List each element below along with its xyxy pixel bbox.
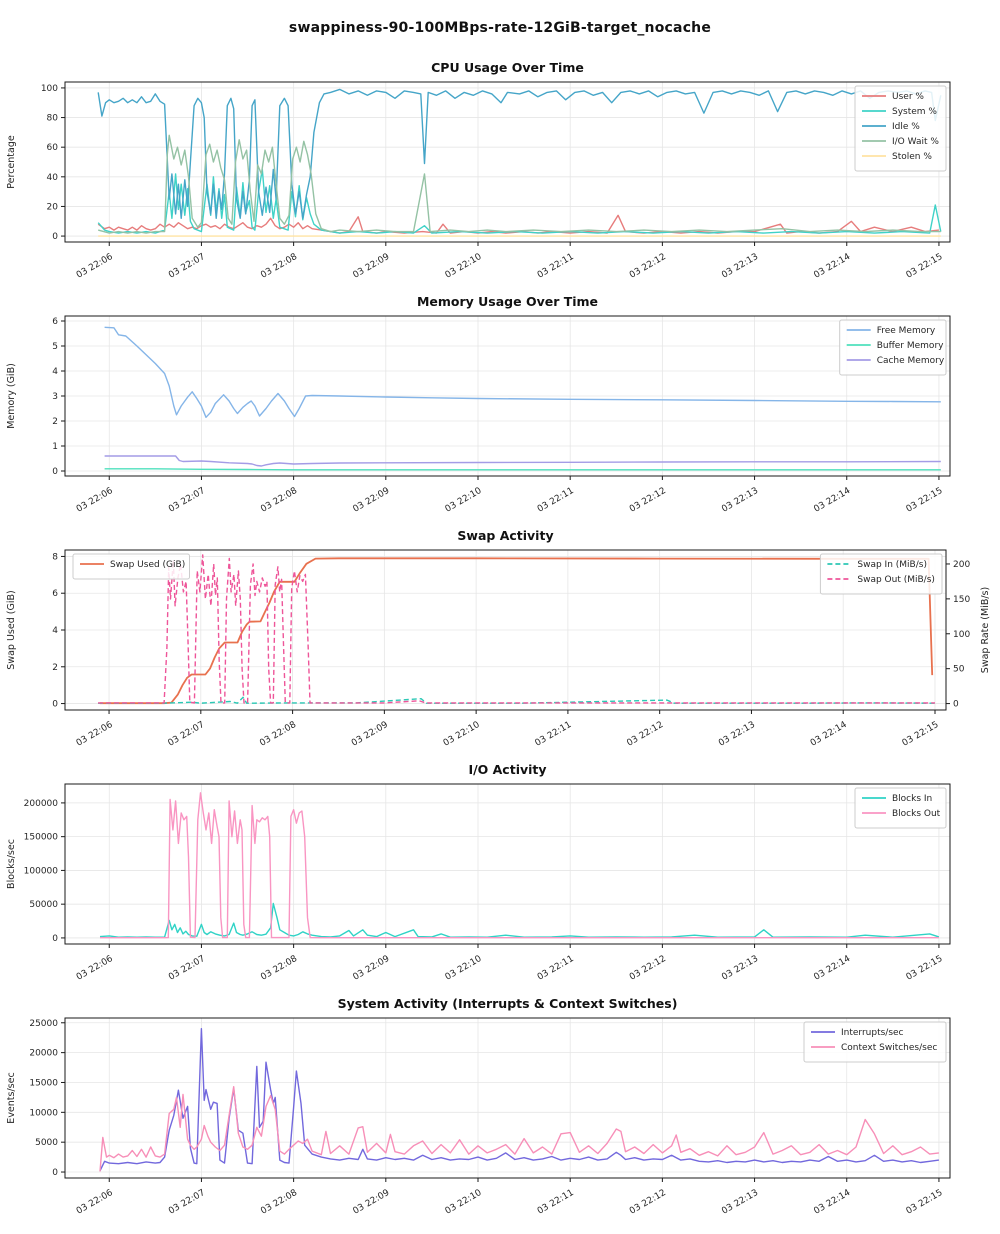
y-axis-tick-label: 4 <box>52 367 58 377</box>
x-axis-tick-label: 03 22:12 <box>625 719 666 749</box>
series-line-swap-out-mib-s <box>98 555 935 703</box>
y-axis-label: Blocks/sec <box>6 839 17 889</box>
x-axis-tick-label: 03 22:13 <box>720 485 761 515</box>
right-y-axis-tick-label: 150 <box>953 594 971 605</box>
series-line-swap-used-gib <box>100 558 932 703</box>
x-axis-tick-label: 03 22:07 <box>167 1187 207 1217</box>
x-axis-tick-label: 03 22:06 <box>74 485 115 515</box>
legend-label: Context Switches/sec <box>841 1043 938 1053</box>
legend-label: Blocks Out <box>892 809 941 819</box>
x-axis-tick-label: 03 22:14 <box>808 719 849 749</box>
chart-title: CPU Usage Over Time <box>431 60 584 75</box>
x-axis-tick-label: 03 22:06 <box>74 719 115 749</box>
x-axis-tick-label: 03 22:13 <box>720 953 761 983</box>
series-line-cache-memory <box>105 456 941 466</box>
y-axis-tick-label: 0 <box>52 933 58 944</box>
y-axis-tick-label: 2 <box>52 662 58 673</box>
y-axis-tick-label: 5000 <box>35 1138 58 1149</box>
legend-label: Swap Out (MiB/s) <box>857 575 935 585</box>
x-axis-tick-label: 03 22:13 <box>720 251 761 281</box>
y-axis-tick-label: 5 <box>52 342 58 352</box>
series-line-free-memory <box>105 327 941 417</box>
legend-label: Cache Memory <box>876 356 945 366</box>
legend-label: Swap Used (GiB) <box>110 560 186 570</box>
x-axis-tick-label: 03 22:09 <box>351 485 392 515</box>
x-axis-tick-label: 03 22:14 <box>812 1187 853 1217</box>
y-axis-tick-label: 0 <box>52 1168 58 1179</box>
legend-label: Interrupts/sec <box>841 1028 904 1038</box>
x-axis-tick-label: 03 22:11 <box>535 1187 576 1217</box>
chart-title: Memory Usage Over Time <box>416 294 599 309</box>
x-axis-tick-label: 03 22:15 <box>904 251 945 281</box>
series-line-blocks-out <box>100 793 939 938</box>
y-axis-tick-label: 25000 <box>29 1018 58 1029</box>
legend-label: Free Memory <box>876 326 936 336</box>
x-axis-tick-label: 03 22:09 <box>350 719 390 749</box>
y-axis-tick-label: 150000 <box>23 832 58 843</box>
y-axis-tick-label: 60 <box>46 143 58 154</box>
y-axis-tick-label: 50000 <box>29 900 58 911</box>
legend-label: Blocks In <box>892 794 933 804</box>
x-axis-tick-label: 03 22:10 <box>443 1187 484 1217</box>
y-axis-tick-label: 40 <box>46 172 58 183</box>
x-axis-tick-label: 03 22:15 <box>904 953 945 983</box>
x-axis-tick-label: 03 22:08 <box>259 953 300 983</box>
y-axis-tick-label: 2 <box>52 417 58 427</box>
y-axis-tick-label: 200000 <box>23 798 58 809</box>
io-activity-chart <box>0 758 1000 992</box>
legend-label: System % <box>892 107 937 117</box>
legend-label: Buffer Memory <box>876 341 944 351</box>
y-axis-tick-label: 15000 <box>29 1078 58 1089</box>
x-axis-tick-label: 03 22:07 <box>167 251 207 281</box>
legend-label: Idle % <box>892 122 920 132</box>
chart-title: Swap Activity <box>457 528 554 543</box>
legend-label: Stolen % <box>892 152 932 162</box>
y-axis-label: Memory (GiB) <box>6 363 17 429</box>
x-axis-tick-label: 03 22:10 <box>443 251 484 281</box>
y-axis-tick-label: 6 <box>52 317 58 327</box>
y-axis-tick-label: 6 <box>52 589 58 600</box>
x-axis-tick-label: 03 22:11 <box>535 251 576 281</box>
page-title: swappiness-90-100MBps-rate-12GiB-target_nocache <box>288 20 712 36</box>
legend-label: Swap In (MiB/s) <box>857 560 927 570</box>
y-axis-label: Events/sec <box>6 1072 17 1124</box>
x-axis-tick-label: 03 22:08 <box>259 251 300 281</box>
x-axis-tick-label: 03 22:11 <box>535 953 576 983</box>
x-axis-tick-label: 03 22:07 <box>166 719 207 749</box>
y-axis-tick-label: 0 <box>52 699 58 710</box>
y-axis-tick-label: 1 <box>52 442 58 452</box>
y-axis-tick-label: 3 <box>52 392 58 402</box>
plot-border <box>65 784 950 944</box>
x-axis-tick-label: 03 22:12 <box>628 1187 668 1217</box>
x-axis-tick-label: 03 22:13 <box>717 719 757 749</box>
x-axis-tick-label: 03 22:14 <box>812 953 853 983</box>
x-axis-tick-label: 03 22:12 <box>628 251 668 281</box>
y-axis-tick-label: 10000 <box>29 1108 58 1119</box>
x-axis-tick-label: 03 22:10 <box>441 719 482 749</box>
memory-usage-chart <box>0 290 1000 524</box>
x-axis-tick-label: 03 22:06 <box>74 1187 115 1217</box>
x-axis-tick-label: 03 22:15 <box>900 719 941 749</box>
right-y-axis-tick-label: 200 <box>953 559 971 570</box>
cpu-usage-chart <box>0 56 1000 290</box>
y-axis-label: Percentage <box>6 135 17 189</box>
x-axis-tick-label: 03 22:12 <box>628 485 668 515</box>
x-axis-tick-label: 03 22:09 <box>351 953 392 983</box>
y-axis-tick-label: 100000 <box>23 866 58 877</box>
plot-border <box>65 82 950 242</box>
x-axis-tick-label: 03 22:09 <box>351 251 392 281</box>
x-axis-tick-label: 03 22:07 <box>167 485 207 515</box>
x-axis-tick-label: 03 22:08 <box>258 719 299 749</box>
right-y-axis-label: Swap Rate (MiB/s) <box>980 586 991 674</box>
chart-title: System Activity (Interrupts & Context Switches) <box>337 996 678 1011</box>
x-axis-tick-label: 03 22:14 <box>812 485 853 515</box>
right-y-axis-tick-label: 100 <box>953 629 971 640</box>
x-axis-tick-label: 03 22:06 <box>74 953 115 983</box>
right-y-axis-tick-label: 50 <box>953 664 965 675</box>
y-axis-tick-label: 20 <box>46 202 58 213</box>
x-axis-tick-label: 03 22:10 <box>443 485 484 515</box>
y-axis-tick-label: 0 <box>52 232 58 243</box>
y-axis-tick-label: 20000 <box>29 1048 58 1059</box>
y-axis-tick-label: 8 <box>52 552 58 563</box>
x-axis-tick-label: 03 22:09 <box>351 1187 392 1217</box>
x-axis-tick-label: 03 22:06 <box>74 251 115 281</box>
chart-title: I/O Activity <box>468 762 547 777</box>
x-axis-tick-label: 03 22:15 <box>904 1187 945 1217</box>
system-activity-chart <box>0 992 1000 1226</box>
x-axis-tick-label: 03 22:15 <box>904 485 945 515</box>
legend-label: I/O Wait % <box>892 137 939 147</box>
swap-activity-chart <box>0 524 1000 758</box>
y-axis-tick-label: 80 <box>46 113 58 124</box>
x-axis-tick-label: 03 22:12 <box>628 953 668 983</box>
x-axis-tick-label: 03 22:14 <box>812 251 853 281</box>
y-axis-tick-label: 100 <box>40 83 58 94</box>
x-axis-tick-label: 03 22:10 <box>443 953 484 983</box>
series-line-buffer-memory <box>105 469 941 470</box>
x-axis-tick-label: 03 22:08 <box>259 485 300 515</box>
y-axis-tick-label: 4 <box>52 626 58 636</box>
x-axis-tick-label: 03 22:13 <box>720 1187 761 1217</box>
right-y-axis-tick-label: 0 <box>953 699 959 710</box>
x-axis-tick-label: 03 22:07 <box>167 953 207 983</box>
legend-label: User % <box>892 92 924 102</box>
series-line-blocks-in <box>100 904 939 938</box>
series-line-i-o-wait <box>98 135 941 233</box>
x-axis-tick-label: 03 22:11 <box>535 485 576 515</box>
x-axis-tick-label: 03 22:08 <box>259 1187 300 1217</box>
y-axis-tick-label: 0 <box>52 467 58 477</box>
x-axis-tick-label: 03 22:11 <box>533 719 574 749</box>
y-axis-label: Swap Used (GiB) <box>6 590 17 670</box>
